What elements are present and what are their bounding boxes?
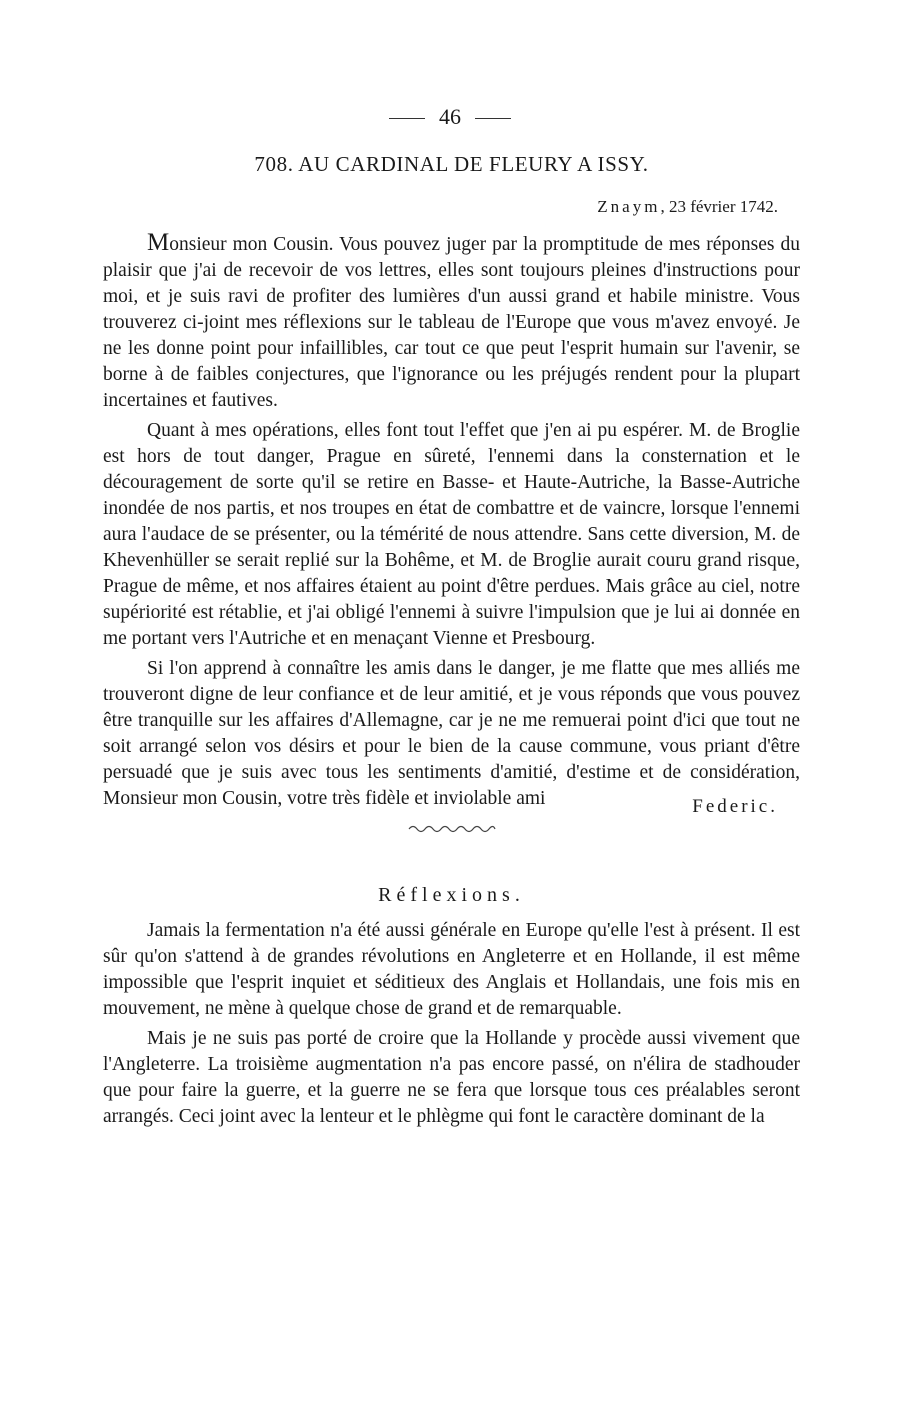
dropcap: M <box>147 229 170 256</box>
reflexions-paragraph-2: Mais je ne suis pas porté de croire que la Hollande y procède aussi vivement que l'Angleterre. La troisième augmentation n'a pas encore passé, on n'élira de stadhouder que pour faire la guerre, et la guerre ne se fera que lorsque tous ces préalables seront arrangés. Ceci joint avec la lenteur et le phlègme qui font le caractère dominant de la <box>103 1028 800 1127</box>
left-rule <box>389 118 425 119</box>
section-title: Réflexions. <box>378 884 525 906</box>
letter-paragraph-2: Quant à mes opérations, elles font tout l'effet que j'en ai pu espérer. M. de Broglie est hors de tout danger, Prague en sûreté, l'ennemi dans la consternation et le découragement de sorte qu'il se retire en Basse- et Haute-Autriche, la Basse-Autriche inondée de nos partis, et nos troupes en état de combattre et de vaincre, lorsque l'ennemi aura l'audace de se présenter, ou la témérité de nous attendre. Sans cette diversion, M. de Khevenhüller se serait replié sur la Bohême, et M. de Broglie aurait couru grand risque, Prague de même, et nos affaires étaient au point d'être perdues. Mais grâce au ciel, notre supériorité est rétablie, et j'ai obligé l'ennemi à suivre l'impulsion que je lui ai donnée en me portant vers l'Autriche et en menaçant Vienne et Presbourg. <box>103 420 800 649</box>
reflexions-paragraph-1: Jamais la fermentation n'a été aussi générale en Europe qu'elle l'est à présent. Il est sûr qu'on s'attend à de grandes révolutions en Angleterre et en Hollande, il est même impossible que l'esprit inquiet et séditieux des Anglais et Hollandais, une fois mis en mouvement, ne mène à quelque chose de grand et de remarquable. <box>103 920 800 1019</box>
letter-paragraph-1-text: onsieur mon Cousin. Vous pouvez juger par la promptitude de mes réponses du plaisir que j'ai de recevoir de vos lettres, elles sont toujours pleines d'instructions pour moi, et je suis ravi de profiter des lumières d'un aussi grand et habile ministre. Vous trouverez ci-joint mes réflexions sur le tableau de l'Europe que vous m'avez envoyé. Je ne les donne point pour infaillibles, car tout ce que peut l'esprit humain sur l'avenir, se borne à de faibles conjectures, que l'ignorance ou les préjugés rendent pour la plupart incertaines et fautives. <box>103 234 800 411</box>
dateline-place: Znaym <box>597 197 661 216</box>
signature: Federic. <box>692 796 778 817</box>
letter-paragraph-1 <box>103 230 800 414</box>
letter-paragraph-3: Si l'on apprend à connaître les amis dans le danger, je me flatte que mes alliés me trouveront digne de leur confiance et de leur amitié, et je vous réponds que vous pouvez être tranquille sur les affaires d'Allemagne, car je ne me remuerai point d'ici que tout ne soit arrangé selon vos désirs et pour le bien de la cause commune, vous priant d'être persuadé que je suis avec tous les sentiments d'amitié, d'estime et de considération, Monsieur mon Cousin, votre très fidèle et inviolable ami <box>103 658 800 809</box>
document-page <box>103 100 800 1130</box>
dateline <box>103 194 800 220</box>
ornament-divider <box>103 822 800 842</box>
right-rule <box>475 118 511 119</box>
page-number-line <box>100 100 800 134</box>
page-number: 46 <box>439 104 461 129</box>
dateline-date: , 23 février 1742. <box>660 197 778 216</box>
letter-title: 708. AU CARDINAL DE FLEURY A ISSY. <box>254 152 649 176</box>
wavy-divider-icon <box>407 822 497 836</box>
